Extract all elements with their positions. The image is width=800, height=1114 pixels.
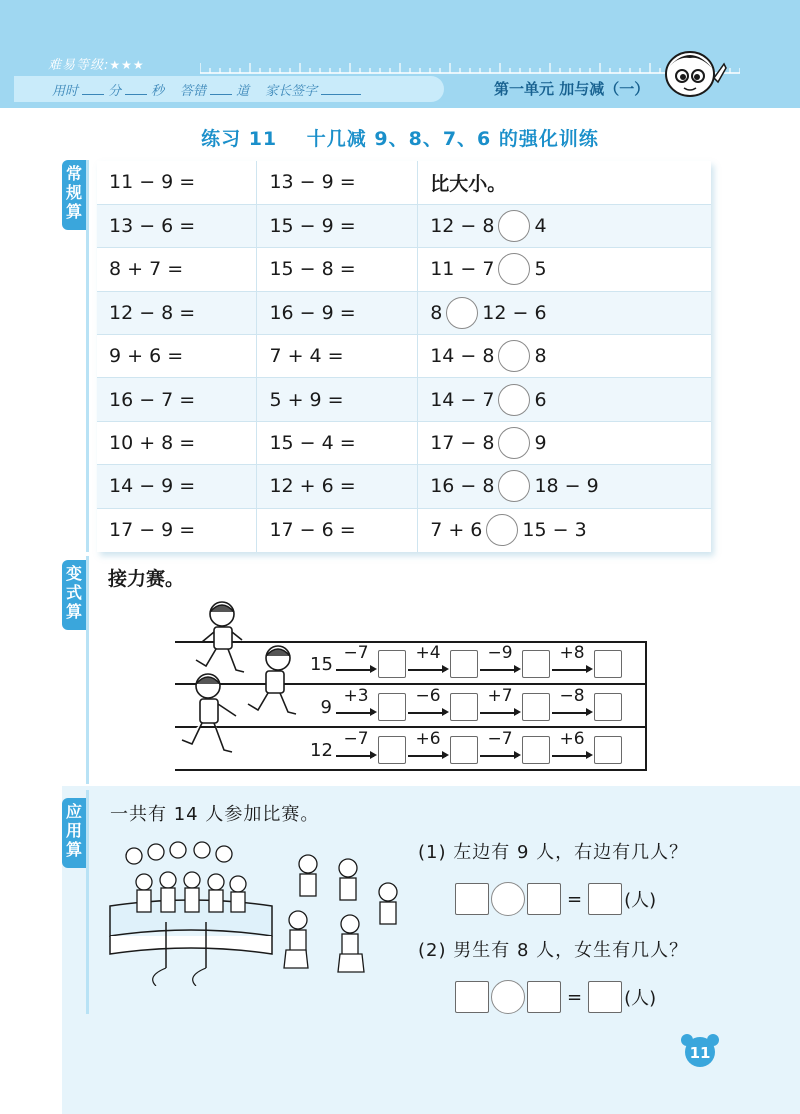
relay-operation: −8 bbox=[559, 686, 585, 706]
relay-answer-box[interactable] bbox=[450, 693, 478, 721]
page-number-badge bbox=[680, 1032, 720, 1068]
compare-left: 8 bbox=[430, 301, 443, 324]
seconds-label: 秒 bbox=[151, 84, 165, 99]
calc-item: 10 + 8 = bbox=[97, 421, 257, 464]
calc-item: 12 − 8 = bbox=[97, 291, 257, 334]
relay-answer-box[interactable] bbox=[378, 693, 406, 721]
parent-signature-blank[interactable] bbox=[321, 83, 361, 95]
arrow-icon bbox=[406, 729, 450, 765]
arrow-icon bbox=[478, 729, 522, 765]
calc-item: 14 − 9 = bbox=[97, 465, 257, 508]
answer-row-1 bbox=[455, 882, 656, 916]
answer-2-unit: (人) bbox=[624, 988, 657, 1009]
compare-expression bbox=[430, 340, 711, 372]
section-tab-routine bbox=[62, 160, 86, 230]
arrow-head bbox=[442, 665, 449, 673]
answer-row-2 bbox=[455, 980, 656, 1014]
calc-item: 9 + 6 = bbox=[97, 335, 257, 378]
arrow-shaft bbox=[408, 669, 446, 671]
compare-item bbox=[418, 291, 711, 334]
arrow-icon bbox=[334, 643, 378, 679]
answer-2-equals: = bbox=[567, 986, 583, 1008]
arrow-icon bbox=[406, 643, 450, 679]
arrow-icon bbox=[550, 686, 594, 722]
relay-step bbox=[478, 686, 550, 722]
arrow-shaft bbox=[408, 712, 446, 714]
relay-operation: +3 bbox=[343, 686, 369, 706]
calc-item: 17 − 6 = bbox=[257, 508, 418, 551]
calc-item: 15 − 4 = bbox=[257, 421, 418, 464]
wrong-unit: 道 bbox=[236, 84, 250, 99]
arrow-icon bbox=[478, 643, 522, 679]
answer-2-operand-b[interactable] bbox=[527, 981, 561, 1013]
table-row bbox=[97, 248, 711, 291]
answer-1-equals: = bbox=[567, 888, 583, 910]
answer-1-operand-b[interactable] bbox=[527, 883, 561, 915]
time-label: 用时 bbox=[52, 84, 79, 99]
section-divider-variant bbox=[86, 556, 89, 784]
record-line bbox=[52, 80, 361, 99]
arrow-head bbox=[370, 665, 377, 673]
relay-operation: −7 bbox=[487, 729, 513, 749]
arrow-head bbox=[370, 751, 377, 759]
compare-expression bbox=[430, 470, 711, 502]
calc-item: 12 + 6 = bbox=[257, 465, 418, 508]
table-row bbox=[97, 465, 711, 508]
arrow-head bbox=[370, 708, 377, 716]
answer-2-operand-a[interactable] bbox=[455, 981, 489, 1013]
question-2: (2) 男生有 8 人，女生有几人？ bbox=[418, 940, 689, 961]
relay-operation: −6 bbox=[415, 686, 441, 706]
exercise-number: 练习 11 bbox=[201, 128, 278, 150]
compare-expression bbox=[430, 297, 711, 329]
arrow-head bbox=[442, 708, 449, 716]
calc-item: 17 − 9 = bbox=[97, 508, 257, 551]
relay-lane-2 bbox=[310, 686, 622, 723]
relay-start-number: 12 bbox=[310, 739, 333, 761]
section-tab-routine-label: 常规算 bbox=[65, 164, 82, 221]
arrow-shaft bbox=[336, 669, 374, 671]
compare-left: 7 + 6 bbox=[430, 519, 483, 542]
section-tab-applied bbox=[62, 798, 86, 868]
compare-item bbox=[418, 508, 711, 551]
compare-answer-circle[interactable] bbox=[498, 470, 530, 502]
compare-expression bbox=[430, 514, 711, 546]
compare-item bbox=[418, 335, 711, 378]
relay-step bbox=[406, 729, 478, 765]
arrow-head bbox=[514, 751, 521, 759]
relay-start-number: 9 bbox=[320, 696, 332, 718]
table-row bbox=[97, 161, 711, 204]
relay-answer-box[interactable] bbox=[594, 650, 622, 678]
compare-answer-circle[interactable] bbox=[486, 514, 518, 546]
table-row bbox=[97, 421, 711, 464]
relay-step bbox=[406, 686, 478, 722]
table-row bbox=[97, 378, 711, 421]
arrow-head bbox=[514, 665, 521, 673]
difficulty-stars: ★★★ bbox=[109, 58, 145, 72]
section-tab-variant-label: 变式算 bbox=[65, 564, 82, 621]
compare-right: 4 bbox=[534, 215, 547, 238]
relay-operation: −7 bbox=[343, 643, 369, 663]
section-divider-routine bbox=[86, 160, 89, 552]
relay-operation: +8 bbox=[559, 643, 585, 663]
relay-step bbox=[550, 729, 622, 765]
relay-answer-box[interactable] bbox=[594, 736, 622, 764]
answer-2-operator[interactable] bbox=[491, 980, 525, 1014]
calc-item: 7 + 4 = bbox=[257, 335, 418, 378]
page-title bbox=[0, 124, 800, 151]
relay-lane-3 bbox=[310, 729, 622, 766]
choir-illustration bbox=[106, 836, 276, 986]
table-row bbox=[97, 335, 711, 378]
relay-step bbox=[478, 643, 550, 679]
page-header bbox=[0, 0, 800, 108]
question-1: (1) 左边有 9 人，右边有几人？ bbox=[418, 842, 689, 863]
compare-right: 18 − 9 bbox=[534, 475, 599, 498]
relay-answer-box[interactable] bbox=[378, 650, 406, 678]
calc-item: 15 − 9 = bbox=[257, 204, 418, 247]
relay-step bbox=[334, 729, 406, 765]
relay-operation: +7 bbox=[487, 686, 513, 706]
arrow-shaft bbox=[480, 712, 518, 714]
arrow-icon bbox=[550, 643, 594, 679]
minutes-blank[interactable] bbox=[82, 83, 104, 95]
arrow-head bbox=[586, 751, 593, 759]
relay-step bbox=[478, 729, 550, 765]
relay-step bbox=[406, 643, 478, 679]
exercise-subtitle: 十几减 9、8、7、6 的强化训练 bbox=[306, 128, 599, 150]
ruler-decoration bbox=[200, 60, 740, 74]
applied-intro: 一共有 14 人参加比赛。 bbox=[110, 804, 320, 825]
compare-left: 11 − 7 bbox=[430, 258, 495, 281]
compare-right: 12 − 6 bbox=[482, 301, 547, 324]
relay-operation: +6 bbox=[415, 729, 441, 749]
compare-expression bbox=[430, 253, 711, 285]
compare-right: 9 bbox=[534, 432, 547, 455]
relay-operation: +4 bbox=[415, 643, 441, 663]
arrow-head bbox=[514, 708, 521, 716]
compare-expression bbox=[430, 427, 711, 459]
compare-item bbox=[418, 378, 711, 421]
compare-item bbox=[418, 465, 711, 508]
answer-1-result[interactable] bbox=[588, 883, 622, 915]
arrow-head bbox=[586, 665, 593, 673]
calc-item: 13 − 9 = bbox=[257, 161, 418, 204]
compare-answer-circle[interactable] bbox=[498, 384, 530, 416]
compare-left: 14 − 8 bbox=[430, 345, 495, 368]
table-row bbox=[97, 508, 711, 551]
runners-illustration bbox=[178, 600, 298, 772]
relay-answer-box[interactable] bbox=[450, 736, 478, 764]
relay-answer-box[interactable] bbox=[594, 693, 622, 721]
parent-signature-label: 家长签字 bbox=[265, 84, 318, 99]
wrong-label: 答错 bbox=[180, 84, 207, 99]
relay-title: 接力赛。 bbox=[108, 568, 185, 590]
relay-step bbox=[550, 686, 622, 722]
arrow-shaft bbox=[336, 712, 374, 714]
compare-item bbox=[418, 204, 711, 247]
arrow-shaft bbox=[552, 669, 590, 671]
relay-step bbox=[334, 643, 406, 679]
compare-answer-circle[interactable] bbox=[498, 427, 530, 459]
seconds-blank[interactable] bbox=[125, 83, 147, 95]
page-number: 11 bbox=[689, 1044, 711, 1062]
arrow-head bbox=[586, 708, 593, 716]
relay-operation: −7 bbox=[343, 729, 369, 749]
arrow-shaft bbox=[552, 755, 590, 757]
calc-item: 16 − 7 = bbox=[97, 378, 257, 421]
arrow-icon bbox=[478, 686, 522, 722]
relay-operation: −9 bbox=[487, 643, 513, 663]
arrow-shaft bbox=[480, 755, 518, 757]
answer-2-result[interactable] bbox=[588, 981, 622, 1013]
arrow-icon bbox=[550, 729, 594, 765]
calc-item: 5 + 9 = bbox=[257, 378, 418, 421]
compare-answer-circle[interactable] bbox=[498, 340, 530, 372]
arrow-icon bbox=[334, 686, 378, 722]
section-tab-variant bbox=[62, 560, 86, 630]
unit-title: 第一单元 加与减（一） bbox=[494, 80, 650, 98]
compare-right: 5 bbox=[534, 258, 547, 281]
compare-left: 17 − 8 bbox=[430, 432, 495, 455]
difficulty-label: 难易等级: bbox=[48, 58, 110, 73]
calc-item: 15 − 8 = bbox=[257, 248, 418, 291]
compare-left: 16 − 8 bbox=[430, 475, 495, 498]
section-tab-applied-label: 应用算 bbox=[65, 802, 82, 859]
table-row bbox=[97, 291, 711, 334]
relay-start-number: 15 bbox=[310, 653, 333, 675]
relay-answer-box[interactable] bbox=[522, 693, 550, 721]
compare-answer-circle[interactable] bbox=[446, 297, 478, 329]
compare-right: 8 bbox=[534, 345, 547, 368]
compare-right: 6 bbox=[534, 388, 547, 411]
compare-expression bbox=[430, 384, 711, 416]
table-row bbox=[97, 204, 711, 247]
compare-item bbox=[418, 421, 711, 464]
mascot-illustration bbox=[660, 38, 730, 106]
section-divider-applied bbox=[86, 790, 89, 1014]
calc-item: 8 + 7 = bbox=[97, 248, 257, 291]
arrow-icon bbox=[334, 729, 378, 765]
relay-answer-box[interactable] bbox=[522, 736, 550, 764]
arrow-shaft bbox=[480, 669, 518, 671]
answer-1-operator[interactable] bbox=[491, 882, 525, 916]
relay-step bbox=[334, 686, 406, 722]
relay-answer-box[interactable] bbox=[450, 650, 478, 678]
calc-item: 11 − 9 = bbox=[97, 161, 257, 204]
relay-operation: +6 bbox=[559, 729, 585, 749]
arrow-icon bbox=[406, 686, 450, 722]
compare-expression bbox=[430, 210, 711, 242]
arrow-head bbox=[442, 751, 449, 759]
relay-answer-box[interactable] bbox=[378, 736, 406, 764]
arrow-shaft bbox=[408, 755, 446, 757]
cheering-kids-illustration bbox=[278, 850, 408, 980]
arrow-shaft bbox=[336, 755, 374, 757]
compare-right: 15 − 3 bbox=[522, 519, 587, 542]
answer-1-operand-a[interactable] bbox=[455, 883, 489, 915]
compare-item bbox=[418, 248, 711, 291]
difficulty-rating bbox=[48, 54, 145, 73]
answer-1-unit: (人) bbox=[624, 890, 657, 911]
calc-item: 16 − 9 = bbox=[257, 291, 418, 334]
compare-left: 14 − 7 bbox=[430, 388, 495, 411]
relay-answer-box[interactable] bbox=[522, 650, 550, 678]
relay-step bbox=[550, 643, 622, 679]
arrow-shaft bbox=[552, 712, 590, 714]
wrong-count-blank[interactable] bbox=[210, 83, 232, 95]
compare-title: 比大小。 bbox=[418, 161, 711, 204]
routine-calc-table bbox=[97, 161, 711, 552]
compare-answer-circle[interactable] bbox=[498, 253, 530, 285]
compare-answer-circle[interactable] bbox=[498, 210, 530, 242]
compare-left: 12 − 8 bbox=[430, 215, 495, 238]
minutes-label: 分 bbox=[108, 84, 122, 99]
relay-lane-1 bbox=[310, 643, 622, 680]
calc-item: 13 − 6 = bbox=[97, 204, 257, 247]
